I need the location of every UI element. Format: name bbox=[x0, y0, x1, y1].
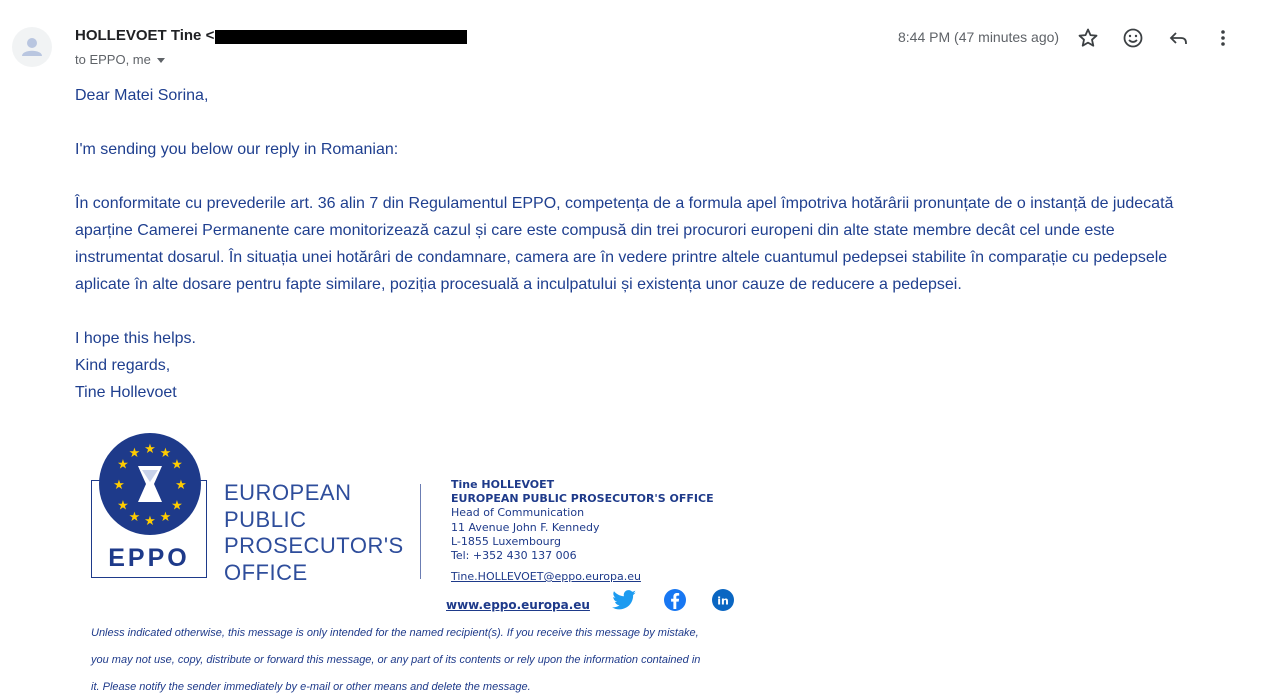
svg-text:★: ★ bbox=[159, 446, 172, 461]
closing-line: Kind regards, bbox=[75, 357, 171, 374]
signature-email-link[interactable]: Tine.HOLLEVOET@eppo.europa.eu bbox=[451, 570, 641, 583]
email-body bbox=[75, 82, 1235, 406]
emoji-icon[interactable] bbox=[1121, 26, 1145, 50]
more-vertical-icon[interactable] bbox=[1211, 26, 1235, 50]
signature-name: Tine HOLLEVOET bbox=[451, 478, 555, 491]
svg-text:★: ★ bbox=[171, 498, 183, 514]
recipients-dropdown[interactable] bbox=[75, 52, 165, 67]
disclaimer-line: Unless indicated otherwise, this message is only intended for the named recipient(s). If you receive this message by mistake, bbox=[91, 627, 699, 639]
sender-name[interactable]: HOLLEVOET Tine < bbox=[75, 27, 215, 44]
svg-text:★: ★ bbox=[144, 442, 156, 457]
romanian-paragraph bbox=[75, 190, 1235, 298]
linkedin-icon[interactable] bbox=[711, 588, 735, 612]
signature-role: Head of Communication bbox=[451, 506, 585, 520]
closing-line: I hope this helps. bbox=[75, 330, 196, 347]
paragraph-line: instrumentat dosarul. În situația unei hotărâri de condamnare, camera are în vedere printre altele cuantumul pedepsei stabilite în comparație cu pedepsele bbox=[75, 249, 1168, 266]
svg-text:★: ★ bbox=[159, 510, 172, 525]
signature-contact bbox=[451, 478, 714, 563]
svg-text:in: in bbox=[717, 594, 729, 608]
svg-text:★: ★ bbox=[128, 510, 141, 525]
svg-text:★: ★ bbox=[175, 478, 187, 493]
signature-tel: Tel: +352 430 137 006 bbox=[451, 549, 577, 563]
star-icon[interactable] bbox=[1076, 26, 1100, 50]
signature-city: L-1855 Luxembourg bbox=[451, 534, 561, 548]
reply-icon[interactable] bbox=[1167, 26, 1191, 50]
svg-text:★: ★ bbox=[117, 457, 129, 473]
recipients-label: to EPPO, me bbox=[75, 52, 151, 67]
closing bbox=[75, 325, 1235, 406]
svg-text:★: ★ bbox=[171, 457, 183, 473]
timestamp: 8:44 PM (47 minutes ago) bbox=[898, 29, 1060, 45]
disclaimer-line: you may not use, copy, distribute or forward this message, or any part of its contents or rely upon the information contained in bbox=[91, 654, 701, 666]
eu-stars-emblem-icon bbox=[98, 432, 202, 536]
paragraph-line: aplicate în alte dosare pentru fapte similare, poziția procesuală a inculpatului și existența unor cauze de reducere a pedepsei. bbox=[75, 276, 962, 293]
svg-text:★: ★ bbox=[144, 514, 156, 529]
signature-address: 11 Avenue John F. Kennedy bbox=[451, 520, 600, 534]
svg-text:★: ★ bbox=[113, 478, 125, 493]
org-name-block bbox=[224, 480, 404, 586]
signature-divider bbox=[420, 484, 421, 579]
signature-org: EUROPEAN PUBLIC PROSECUTOR'S OFFICE bbox=[451, 492, 714, 506]
disclaimer-line: it. Please notify the sender immediately by e-mail or other means and delete the message. bbox=[91, 681, 531, 693]
person-icon bbox=[12, 27, 52, 67]
website-link[interactable]: www.eppo.europa.eu bbox=[446, 598, 590, 612]
svg-text:★: ★ bbox=[128, 446, 141, 461]
chevron-down-icon bbox=[157, 58, 165, 63]
facebook-icon[interactable] bbox=[663, 588, 687, 612]
redacted-email-bar bbox=[215, 30, 467, 44]
greeting: Dear Matei Sorina, bbox=[75, 87, 209, 104]
sender-avatar[interactable] bbox=[12, 27, 52, 67]
org-line: PROSECUTOR'S bbox=[224, 533, 404, 558]
org-line: OFFICE bbox=[224, 559, 308, 585]
org-line: EUROPEAN bbox=[224, 480, 352, 505]
svg-text:★: ★ bbox=[117, 498, 129, 514]
org-line: PUBLIC bbox=[224, 506, 307, 532]
twitter-icon[interactable] bbox=[612, 588, 636, 612]
eppo-logo-text: EPPO bbox=[108, 544, 190, 572]
intro-line: I'm sending you below our reply in Romanian: bbox=[75, 141, 399, 158]
paragraph-line: aparține Camerei Permanente care monitorizează cazul și care este compusă din trei procurori europeni din alte state membre decât cel unde este bbox=[75, 222, 1115, 239]
closing-line: Tine Hollevoet bbox=[75, 384, 177, 401]
paragraph-line: În conformitate cu prevederile art. 36 alin 7 din Regulamentul EPPO, competența de a formula apel împotriva hotărârii pronunțate de o instanță de judecată bbox=[75, 195, 1174, 212]
